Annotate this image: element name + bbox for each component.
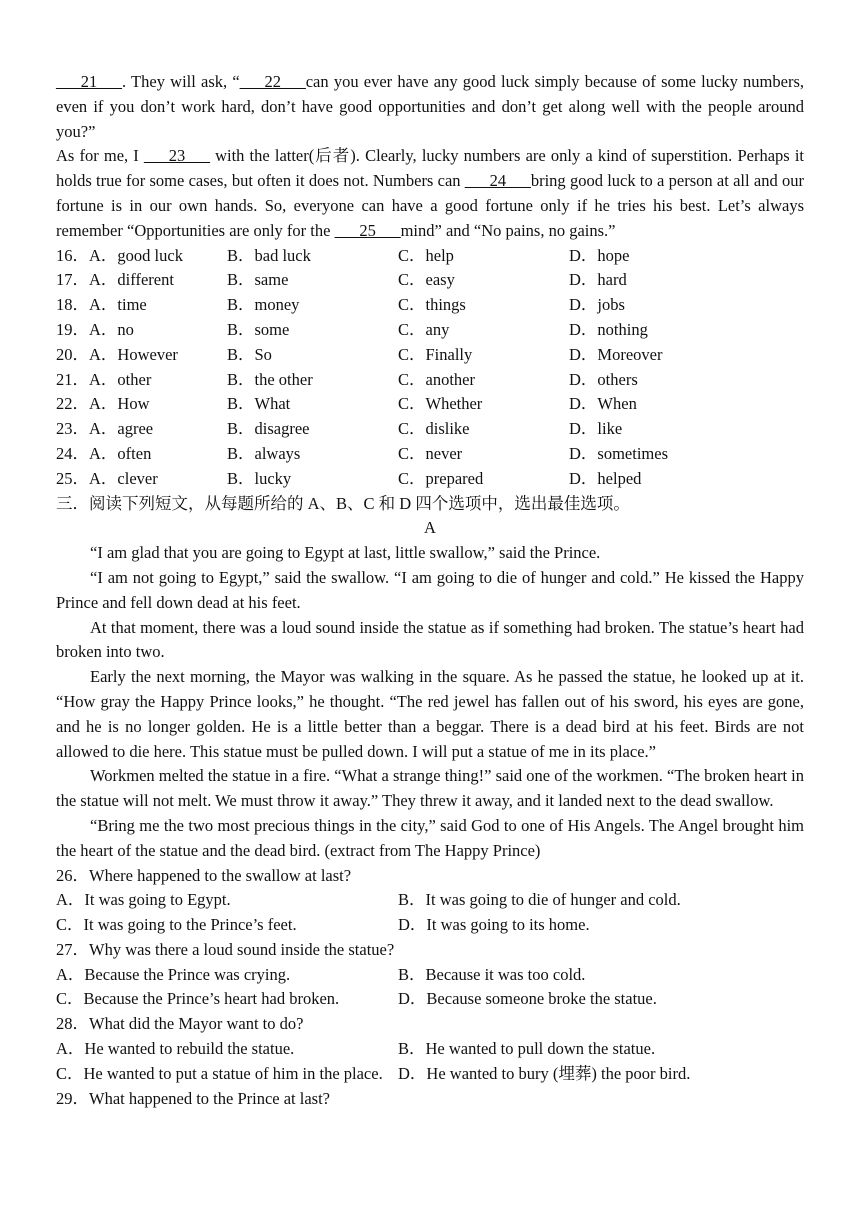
q28-option-b: B．He wanted to pull down the statue.: [398, 1039, 656, 1059]
q27-option-b: B．Because it was too cold.: [398, 964, 586, 984]
document-page: [56, 70, 804, 1111]
q25-c: C．prepared: [398, 468, 484, 488]
q16-c: C．help: [398, 245, 454, 265]
q17-c: C．easy: [398, 270, 455, 290]
q19-d: D．nothing: [569, 319, 648, 339]
q17-a: 17．A．different: [56, 270, 174, 290]
q16-b: B．bad luck: [227, 245, 311, 265]
q26-option-d: D．It was going to its home.: [398, 915, 590, 935]
q18-d: D．jobs: [569, 295, 625, 315]
passage-paragraph-1: ___21___. They will ask, “___22___can you ever have any good luck simply because of some lucky numbers, even if you don’t work hard, don’t have good opportunities and don’t get along well with the people around you?”: [56, 72, 804, 141]
story-paragraph-5: Workmen melted the statue in a fire. “What a strange thing!” said one of the workmen. “The broken heart in the statue will not melt. We must throw it away.” They threw it away, and it landed next to the dead swallow.: [56, 766, 804, 811]
question-27-options: [56, 963, 804, 1013]
story-paragraph-1: “I am glad that you are going to Egypt at last, little swallow,” said the Prince.: [90, 543, 601, 563]
question-26: 26．Where happened to the swallow at last?: [56, 865, 352, 885]
q17-d: D．hard: [569, 270, 627, 290]
question-28: 28．What did the Mayor want to do?: [56, 1014, 304, 1034]
q25-d: D．helped: [569, 468, 642, 488]
question-28-options: [56, 1037, 804, 1087]
q21-a: 21．A．other: [56, 369, 152, 389]
q19-c: C．any: [398, 319, 450, 339]
q20-d: D．Moreover: [569, 344, 663, 364]
blank-22: ___22___: [239, 72, 306, 91]
passage-label: A: [424, 518, 436, 538]
q19-a: 19．A．no: [56, 319, 134, 339]
story-paragraph-3: At that moment, there was a loud sound inside the statue as if something had broken. The statue’s heart had broken into two.: [56, 617, 804, 662]
q24-b: B．always: [227, 443, 301, 463]
q17-b: B．same: [227, 270, 289, 290]
q20-b: B．So: [227, 344, 272, 364]
q24-d: D．sometimes: [569, 443, 668, 463]
q23-d: D．like: [569, 419, 623, 439]
q23-b: B．disagree: [227, 419, 310, 439]
q16-d: D．hope: [569, 245, 630, 265]
question-27: 27．Why was there a loud sound inside the statue?: [56, 939, 395, 959]
q18-a: 18．A．time: [56, 295, 147, 315]
q22-a: 22．A．How: [56, 394, 150, 414]
blank-24: ___24___: [464, 171, 531, 191]
q28-option-c: C．He wanted to put a statue of him in the place.: [56, 1063, 383, 1083]
passage-paragraph-2: As for me, I ___23___ with the latter(后者). Clearly, lucky numbers are only a kind of superstition. Perhaps it holds true for some cases, but often it does not. Numbers can ___24___bring good luck to a person at all and our fortune is in our own hands. So, everyone can have a good fortune only if he tries his best. Let’s always remember “Opportunities are only for the ___25___mind” and “No pains, no gains.”: [56, 146, 804, 240]
q16-a: 16．A．good luck: [56, 245, 183, 265]
q20-c: C．Finally: [398, 344, 473, 364]
q26-option-b: B．It was going to die of hunger and cold.: [398, 890, 681, 910]
blank-21: ___21___: [56, 72, 122, 91]
blank-23: ___23___: [143, 146, 210, 166]
q18-b: B．money: [227, 295, 300, 315]
q24-c: C．never: [398, 443, 463, 463]
q25-a: 25．A．clever: [56, 468, 158, 488]
q22-c: C．Whether: [398, 394, 483, 414]
q24-a: 24．A．often: [56, 443, 152, 463]
section-heading: 三．阅读下列短文，从每题所给的 A、B、C 和 D 四个选项中，选出最佳选项。: [56, 493, 630, 513]
q27-option-d: D．Because someone broke the statue.: [398, 989, 657, 1009]
q27-option-a: A．Because the Prince was crying.: [56, 964, 291, 984]
story-paragraph-2: “I am not going to Egypt,” said the swallow. “I am going to die of hunger and cold.” He kissed the Happy Prince and fell down dead at his feet.: [56, 567, 804, 612]
q20-a: 20．A．However: [56, 344, 178, 364]
q23-a: 23．A．agree: [56, 419, 154, 439]
cloze-options: [56, 244, 804, 492]
question-26-options: [56, 888, 804, 938]
q23-c: C．dislike: [398, 419, 470, 439]
story-paragraph-6: “Bring me the two most precious things in the city,” said God to one of His Angels. The Angel brought him the heart of the statue and the dead bird. (extract from The Happy Prince): [56, 815, 804, 860]
q26-option-c: C．It was going to the Prince’s feet.: [56, 915, 297, 935]
q21-b: B．the other: [227, 369, 313, 389]
q18-c: C．things: [398, 295, 466, 315]
q19-b: B．some: [227, 319, 290, 339]
q26-option-a: A．It was going to Egypt.: [56, 890, 231, 910]
q22-b: B．What: [227, 394, 291, 414]
q21-c: C．another: [398, 369, 475, 389]
q22-d: D．When: [569, 394, 637, 414]
blank-25: ___25___: [334, 220, 401, 240]
q28-option-d: D．He wanted to bury (埋葬) the poor bird.: [398, 1063, 691, 1083]
q27-option-c: C．Because the Prince’s heart had broken.: [56, 989, 340, 1009]
story-paragraph-4: Early the next morning, the Mayor was walking in the square. As he passed the statue, he looked up at it. “How gray the Happy Prince looks,” he thought. “The red jewel has fallen out of his sword, his eyes are gone, and he is no longer golden. He is a little better than a beggar. There is a dead bird at his feet. Birds are not allowed to die here. This statue must be pulled down. I will put a statue of me in its place.”: [56, 667, 804, 761]
q25-b: B．lucky: [227, 468, 292, 488]
q21-d: D．others: [569, 369, 638, 389]
question-29: 29．What happened to the Prince at last?: [56, 1088, 330, 1108]
q28-option-a: A．He wanted to rebuild the statue.: [56, 1039, 295, 1059]
